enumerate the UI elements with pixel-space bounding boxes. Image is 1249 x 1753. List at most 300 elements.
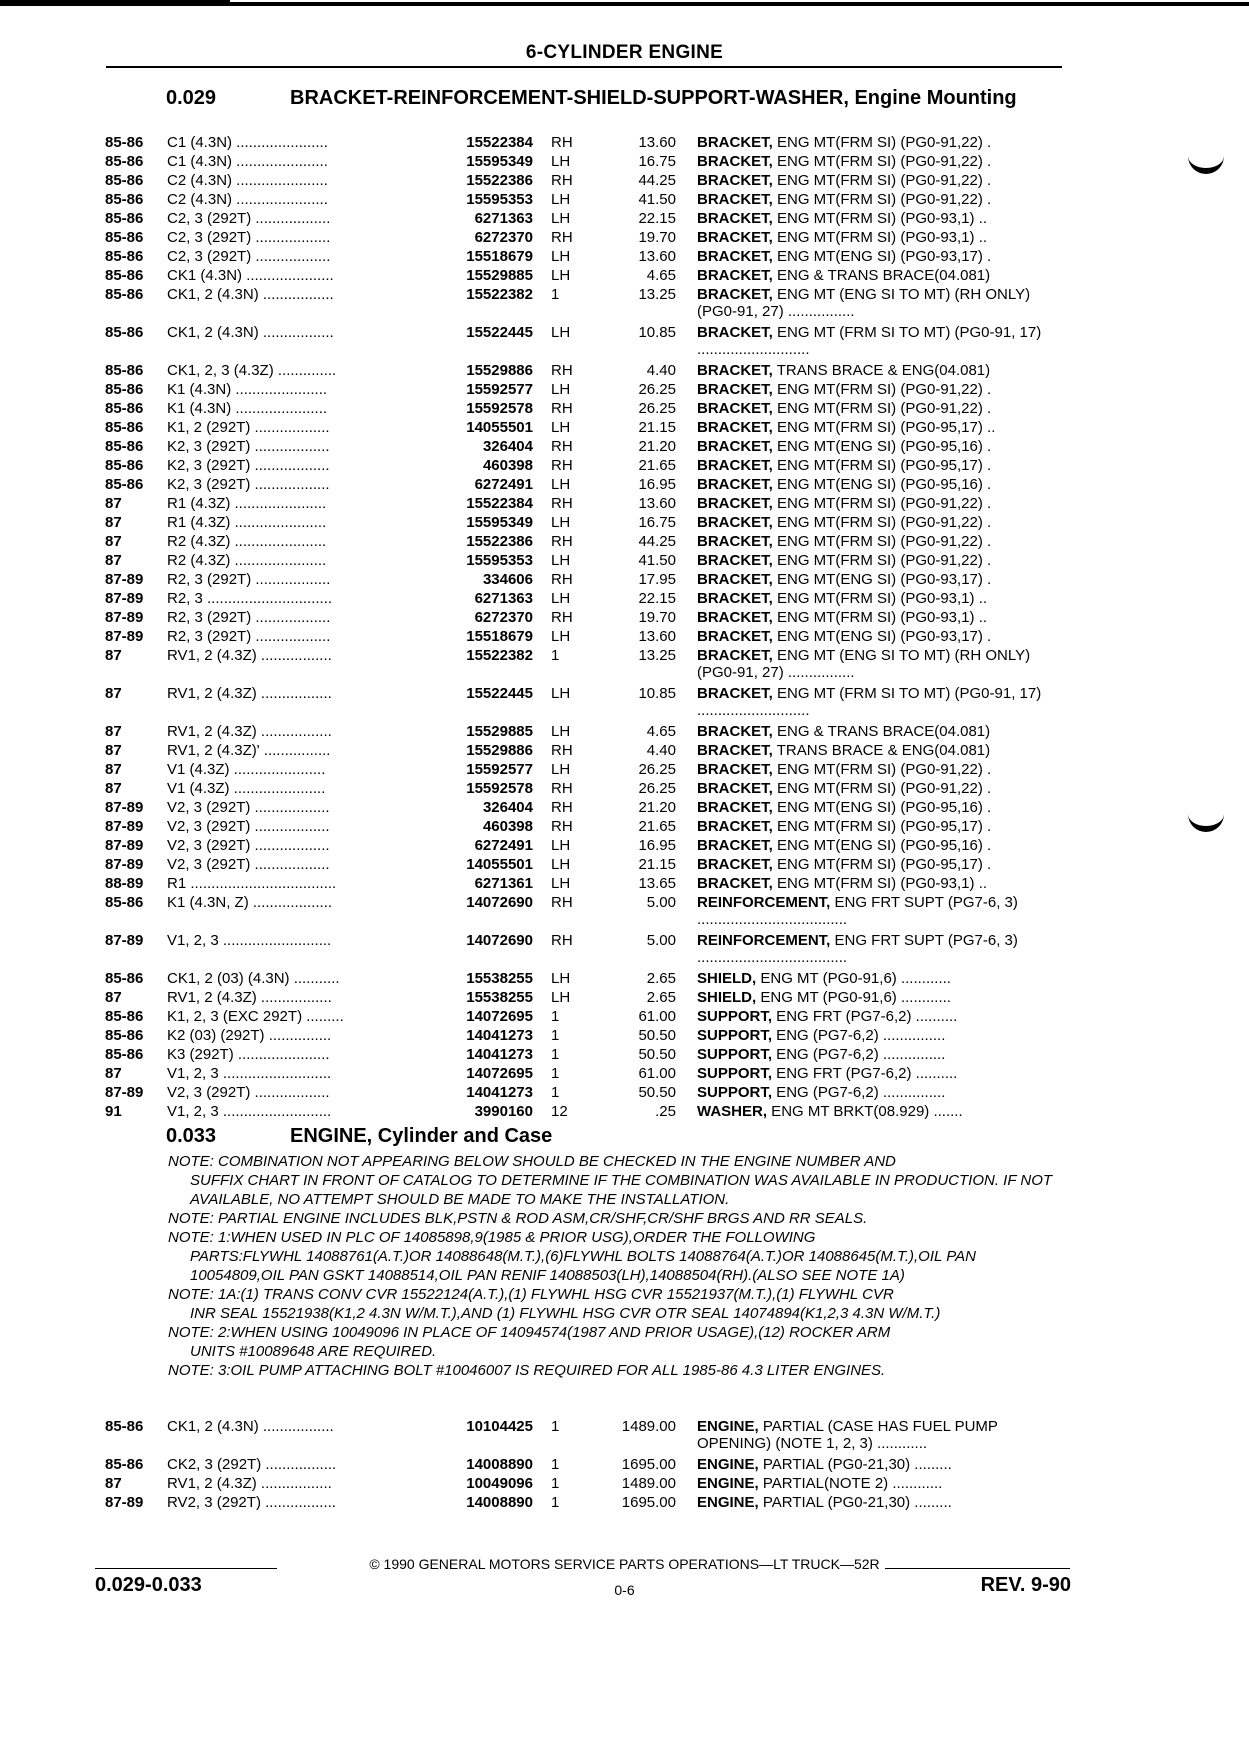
- part-number: 15522382: [466, 286, 533, 303]
- table-row: [105, 400, 1065, 419]
- table-row: [105, 647, 1065, 685]
- model-year: 85-86: [105, 267, 144, 284]
- list-price: 50.50: [638, 1027, 676, 1044]
- part-name: REINFORCEMENT,: [697, 894, 831, 911]
- part-name: ENGINE,: [697, 1494, 759, 1511]
- quantity-unit: RH: [551, 400, 573, 417]
- part-description: [697, 533, 1069, 550]
- quantity-unit: LH: [551, 476, 571, 493]
- list-price: 16.75: [638, 153, 676, 170]
- quantity-unit: RH: [551, 229, 573, 246]
- table-row: [105, 1103, 1065, 1122]
- page-title: 6-CYLINDER ENGINE: [525, 42, 724, 63]
- quantity-unit: RH: [551, 932, 573, 949]
- part-number: 14072690: [466, 932, 533, 949]
- part-detail: ENG MT(FRM SI) (PG0-93,1) ..: [772, 609, 988, 626]
- part-name: BRACKET,: [697, 495, 773, 512]
- part-name: SUPPORT,: [697, 1027, 773, 1044]
- table-row: [105, 1065, 1065, 1084]
- model-year: 85-86: [105, 476, 144, 493]
- model-year: 85-86: [105, 1008, 144, 1025]
- part-number: 6272491: [474, 476, 533, 493]
- part-detail: ENG (PG7-6,2) ...............: [772, 1084, 946, 1101]
- note: [168, 1323, 1068, 1361]
- list-price: 17.95: [638, 571, 676, 588]
- part-detail: ENG MT(ENG SI) (PG0-95,16) .: [772, 476, 992, 493]
- part-description: [697, 191, 1069, 208]
- part-name: BRACKET,: [697, 419, 773, 436]
- model-year: 87: [105, 533, 122, 550]
- quantity-unit: RH: [551, 457, 573, 474]
- part-description: [697, 837, 1069, 854]
- list-price: 41.50: [638, 191, 676, 208]
- quantity-unit: RH: [551, 894, 573, 911]
- list-price: 1489.00: [621, 1475, 676, 1492]
- part-detail: ENG MT(FRM SI) (PG0-95,17) .: [772, 457, 992, 474]
- part-description: [697, 742, 1069, 759]
- model-year: 87: [105, 723, 122, 740]
- part-description: [697, 438, 1069, 455]
- table-row: [105, 495, 1065, 514]
- footer-section-range: 0.029-0.033: [95, 1574, 202, 1596]
- part-name: BRACKET,: [697, 438, 773, 455]
- model-year: 87-89: [105, 1494, 144, 1511]
- table-row: [105, 457, 1065, 476]
- quantity-unit: 1: [551, 1084, 560, 1101]
- table-row: [105, 685, 1065, 723]
- model-year: 87: [105, 685, 122, 702]
- quantity-unit: 1: [551, 1027, 560, 1044]
- part-number: 15522445: [466, 685, 533, 702]
- part-number: 6271363: [474, 210, 533, 227]
- note-continuation: UNITS #10089648 ARE REQUIRED.: [190, 1343, 437, 1360]
- note-first-line: NOTE: 3:OIL PUMP ATTACHING BOLT #10046007 IS REQUIRED FOR ALL 1985-86 4.3 LITER ENGINES.: [168, 1362, 886, 1379]
- part-number: 334606: [482, 571, 533, 588]
- part-name: BRACKET,: [697, 590, 773, 607]
- part-detail: ENG (PG7-6,2) ...............: [772, 1027, 946, 1044]
- list-price: 4.65: [646, 723, 676, 740]
- list-price: 61.00: [638, 1065, 676, 1082]
- table-row: [105, 799, 1065, 818]
- part-detail: ENG MT (PG0-91,6) ............: [756, 989, 951, 1006]
- part-description: [697, 989, 1069, 1006]
- part-number: 14055501: [466, 419, 533, 436]
- note: [168, 1228, 1068, 1285]
- part-detail: ENG MT (FRM SI TO MT) (PG0-91, 17) ...........................: [697, 324, 1042, 358]
- model-code: K1, 2 (292T) ..................: [167, 419, 330, 436]
- part-number: 15538255: [466, 970, 533, 987]
- part-number: 14041273: [466, 1046, 533, 1063]
- model-code: K2 (03) (292T) ...............: [167, 1027, 332, 1044]
- model-year: 85-86: [105, 324, 144, 341]
- part-description: [697, 400, 1069, 417]
- table-row: [105, 153, 1065, 172]
- part-detail: ENG FRT (PG7-6,2) ..........: [772, 1065, 958, 1082]
- part-name: BRACKET,: [697, 685, 773, 702]
- quantity-unit: RH: [551, 134, 573, 151]
- table-row: [105, 856, 1065, 875]
- quantity-unit: LH: [551, 590, 571, 607]
- quantity-unit: LH: [551, 248, 571, 265]
- model-code: C2 (4.3N) ......................: [167, 191, 328, 208]
- part-description: [697, 229, 1069, 246]
- part-description: [697, 1418, 1069, 1452]
- quantity-unit: RH: [551, 742, 573, 759]
- footer-revision: REV. 9-90: [980, 1574, 1071, 1596]
- table-row: [105, 533, 1065, 552]
- list-price: 4.40: [646, 742, 676, 759]
- quantity-unit: RH: [551, 495, 573, 512]
- part-name: BRACKET,: [697, 400, 773, 417]
- model-year: 87: [105, 1065, 122, 1082]
- model-year: 85-86: [105, 438, 144, 455]
- part-detail: PARTIAL (PG0-21,30) .........: [758, 1456, 952, 1473]
- part-description: [697, 932, 1069, 966]
- note: [168, 1152, 1068, 1209]
- part-detail: ENG MT (ENG SI TO MT) (RH ONLY) (PG0-91, 27) ................: [697, 647, 1031, 681]
- part-number: 15595349: [466, 514, 533, 531]
- model-year: 87-89: [105, 590, 144, 607]
- part-description: [697, 590, 1069, 607]
- table-row: [105, 1046, 1065, 1065]
- model-year: 85-86: [105, 134, 144, 151]
- binder-hole-mark: [1188, 150, 1224, 174]
- note-continuation: PARTS:FLYWHL 14088761(A.T.)OR 14088648(M.T.),(6)FLYWHL BOLTS 14088764(A.T.)OR 14088645(M.T.),OIL PAN 10054809,OIL PAN GSKT 14088514,OIL PAN RENIF 14088503(LH),14088504(RH).(ALSO SEE NOTE 1A): [190, 1248, 976, 1284]
- model-code: R2 (4.3Z) ......................: [167, 533, 327, 550]
- quantity-unit: LH: [551, 875, 571, 892]
- part-detail: ENG MT(FRM SI) (PG0-91,22) .: [772, 780, 992, 797]
- table-row: [105, 362, 1065, 381]
- part-description: [697, 134, 1069, 151]
- table-row: [105, 780, 1065, 799]
- model-code: CK1 (4.3N) .....................: [167, 267, 334, 284]
- list-price: 13.25: [638, 286, 676, 303]
- part-description: [697, 1475, 1069, 1492]
- note: [168, 1209, 1068, 1228]
- part-name: BRACKET,: [697, 267, 773, 284]
- part-detail: ENG & TRANS BRACE(04.081): [772, 267, 991, 284]
- table-row: [105, 590, 1065, 609]
- list-price: 19.70: [638, 229, 676, 246]
- model-year: 87: [105, 495, 122, 512]
- table-row: [105, 267, 1065, 286]
- quantity-unit: LH: [551, 685, 571, 702]
- part-number: 6271363: [474, 590, 533, 607]
- part-detail: ENG MT(FRM SI) (PG0-91,22) .: [772, 552, 992, 569]
- quantity-unit: LH: [551, 153, 571, 170]
- list-price: 21.65: [638, 818, 676, 835]
- model-code: C2, 3 (292T) ..................: [167, 229, 331, 246]
- model-code: K2, 3 (292T) ..................: [167, 438, 330, 455]
- part-number: 15522382: [466, 647, 533, 664]
- list-price: 13.60: [638, 248, 676, 265]
- part-description: [697, 894, 1069, 928]
- part-name: BRACKET,: [697, 476, 773, 493]
- part-number: 15592578: [466, 400, 533, 417]
- part-name: BRACKET,: [697, 533, 773, 550]
- part-description: [697, 818, 1069, 835]
- part-detail: ENG MT(ENG SI) (PG0-95,16) .: [772, 837, 992, 854]
- table-row: [105, 172, 1065, 191]
- list-price: 1695.00: [621, 1494, 676, 1511]
- list-price: 19.70: [638, 609, 676, 626]
- part-detail: ENG MT (ENG SI TO MT) (RH ONLY) (PG0-91, 27) ................: [697, 286, 1031, 320]
- quantity-unit: RH: [551, 362, 573, 379]
- part-number: 15522384: [466, 134, 533, 151]
- quantity-unit: 1: [551, 1418, 560, 1435]
- note-first-line: NOTE: 1A:(1) TRANS CONV CVR 15522124(A.T.),(1) FLYWHL HSG CVR 15521937(M.T.),(1) FLYWHL CVR: [168, 1286, 894, 1303]
- model-year: 87: [105, 514, 122, 531]
- part-name: ENGINE,: [697, 1475, 759, 1492]
- model-year: 87: [105, 989, 122, 1006]
- section-number: 0.029: [166, 87, 217, 109]
- parts-table-brackets: [105, 134, 1065, 1122]
- part-description: [697, 514, 1069, 531]
- footer-copyright: © 1990 GENERAL MOTORS SERVICE PARTS OPERATIONS—LT TRUCK—52R: [369, 1556, 880, 1572]
- part-number: 10049096: [466, 1475, 533, 1492]
- model-code: CK1, 2, 3 (4.3Z) ..............: [167, 362, 337, 379]
- part-number: 15592577: [466, 761, 533, 778]
- part-description: [697, 286, 1069, 320]
- model-year: 85-86: [105, 1456, 144, 1473]
- part-detail: ENG MT(FRM SI) (PG0-91,22) .: [772, 153, 992, 170]
- model-year: 87: [105, 761, 122, 778]
- part-description: [697, 571, 1069, 588]
- model-code: K1 (4.3N) ......................: [167, 381, 328, 398]
- part-detail: ENG MT(FRM SI) (PG0-95,17) ..: [772, 419, 996, 436]
- section-number: 0.033: [166, 1125, 217, 1147]
- parts-table-engine: [105, 1418, 1065, 1513]
- list-price: 13.60: [638, 495, 676, 512]
- part-detail: ENG MT(FRM SI) (PG0-91,22) .: [772, 191, 992, 208]
- table-row: [105, 229, 1065, 248]
- part-number: 14041273: [466, 1027, 533, 1044]
- part-description: [697, 685, 1069, 719]
- footer-page-number: 0-6: [614, 1582, 635, 1598]
- list-price: 50.50: [638, 1046, 676, 1063]
- list-price: 21.20: [638, 799, 676, 816]
- part-name: ENGINE,: [697, 1418, 759, 1435]
- table-row: [105, 818, 1065, 837]
- note-first-line: NOTE: 2:WHEN USING 10049096 IN PLACE OF 14094574(1987 AND PRIOR USAGE),(12) ROCKER ARM: [168, 1324, 891, 1341]
- quantity-unit: 1: [551, 1475, 560, 1492]
- table-row: [105, 191, 1065, 210]
- scan-top-rule: [0, 2, 1249, 6]
- part-detail: ENG MT(FRM SI) (PG0-91,22) .: [772, 134, 992, 151]
- note: [168, 1361, 1068, 1380]
- table-row: [105, 837, 1065, 856]
- model-year: 85-86: [105, 191, 144, 208]
- model-code: RV1, 2 (4.3Z) .................: [167, 723, 332, 740]
- model-year: 85-86: [105, 457, 144, 474]
- part-name: BRACKET,: [697, 742, 773, 759]
- table-row: [105, 210, 1065, 229]
- part-detail: ENG MT(FRM SI) (PG0-93,1) ..: [772, 875, 988, 892]
- model-code: R1 (4.3Z) ......................: [167, 495, 327, 512]
- model-year: 85-86: [105, 248, 144, 265]
- model-year: 91: [105, 1103, 122, 1120]
- note-first-line: NOTE: 1:WHEN USED IN PLC OF 14085898,9(1985 & PRIOR USG),ORDER THE FOLLOWING: [168, 1229, 816, 1246]
- list-price: 2.65: [646, 970, 676, 987]
- model-year: 85-86: [105, 400, 144, 417]
- part-detail: ENG MT(FRM SI) (PG0-91,22) .: [772, 172, 992, 189]
- part-number: 15592578: [466, 780, 533, 797]
- part-number: 14072695: [466, 1065, 533, 1082]
- part-name: SHIELD,: [697, 970, 757, 987]
- quantity-unit: RH: [551, 818, 573, 835]
- quantity-unit: LH: [551, 723, 571, 740]
- part-name: BRACKET,: [697, 609, 773, 626]
- model-code: R2, 3 (292T) ..................: [167, 609, 331, 626]
- part-detail: PARTIAL (PG0-21,30) .........: [758, 1494, 952, 1511]
- quantity-unit: LH: [551, 552, 571, 569]
- part-detail: ENG MT(FRM SI) (PG0-91,22) .: [772, 761, 992, 778]
- list-price: 16.95: [638, 837, 676, 854]
- note-continuation: SUFFIX CHART IN FRONT OF CATALOG TO DETERMINE IF THE COMBINATION WAS AVAILABLE IN PRODUCTION. IF NOT AVAILABLE, NO ATTEMPT SHOULD BE MADE TO MAKE THE INSTALLATION.: [190, 1172, 1053, 1208]
- list-price: 10.85: [638, 324, 676, 341]
- model-code: C2, 3 (292T) ..................: [167, 210, 331, 227]
- model-code: R1 (4.3Z) ......................: [167, 514, 327, 531]
- part-name: BRACKET,: [697, 514, 773, 531]
- part-detail: ENG MT(ENG SI) (PG0-95,16) .: [772, 799, 992, 816]
- part-description: [697, 457, 1069, 474]
- quantity-unit: 12: [551, 1103, 568, 1120]
- part-number: 15529886: [466, 742, 533, 759]
- part-name: SHIELD,: [697, 989, 757, 1006]
- part-number: 14072695: [466, 1008, 533, 1025]
- model-code: RV1, 2 (4.3Z) .................: [167, 989, 332, 1006]
- model-code: K2, 3 (292T) ..................: [167, 476, 330, 493]
- part-description: [697, 1494, 1069, 1511]
- part-number: 15518679: [466, 628, 533, 645]
- part-description: [697, 362, 1069, 379]
- part-description: [697, 153, 1069, 170]
- list-price: 13.60: [638, 628, 676, 645]
- table-row: [105, 1494, 1065, 1513]
- model-year: 87: [105, 552, 122, 569]
- part-description: [697, 1008, 1069, 1025]
- quantity-unit: LH: [551, 514, 571, 531]
- title-rule: [106, 66, 1062, 68]
- model-year: 85-86: [105, 153, 144, 170]
- part-name: BRACKET,: [697, 248, 773, 265]
- table-row: [105, 875, 1065, 894]
- quantity-unit: 1: [551, 1494, 560, 1511]
- part-detail: ENG MT(FRM SI) (PG0-91,22) .: [772, 533, 992, 550]
- list-price: 50.50: [638, 1084, 676, 1101]
- table-row: [105, 134, 1065, 153]
- model-code: V1, 2, 3 ..........................: [167, 1065, 332, 1082]
- model-code: R1 ...................................: [167, 875, 337, 892]
- quantity-unit: LH: [551, 210, 571, 227]
- part-description: [697, 381, 1069, 398]
- list-price: 1695.00: [621, 1456, 676, 1473]
- part-number: 15529885: [466, 723, 533, 740]
- part-detail: PARTIAL (CASE HAS FUEL PUMP OPENING) (NOTE 1, 2, 3) ............: [697, 1418, 998, 1452]
- part-description: [697, 628, 1069, 645]
- part-description: [697, 1103, 1069, 1120]
- model-year: 87-89: [105, 856, 144, 873]
- model-code: V1, 2, 3 ..........................: [167, 932, 332, 949]
- part-description: [697, 248, 1069, 265]
- table-row: [105, 723, 1065, 742]
- model-year: 87-89: [105, 571, 144, 588]
- part-detail: ENG (PG7-6,2) ...............: [772, 1046, 946, 1063]
- part-number: 6271361: [474, 875, 533, 892]
- list-price: 16.95: [638, 476, 676, 493]
- list-price: 21.15: [638, 419, 676, 436]
- part-name: BRACKET,: [697, 172, 773, 189]
- part-description: [697, 495, 1069, 512]
- model-year: 85-86: [105, 419, 144, 436]
- part-description: [697, 647, 1069, 681]
- table-row: [105, 1475, 1065, 1494]
- part-detail: ENG MT(FRM SI) (PG0-91,22) .: [772, 400, 992, 417]
- table-row: [105, 381, 1065, 400]
- model-code: K1, 2, 3 (EXC 292T) .........: [167, 1008, 344, 1025]
- part-detail: ENG MT(FRM SI) (PG0-95,17) .: [772, 818, 992, 835]
- quantity-unit: LH: [551, 856, 571, 873]
- part-name: BRACKET,: [697, 134, 773, 151]
- model-code: CK1, 2 (4.3N) .................: [167, 286, 334, 303]
- note: [168, 1285, 1068, 1323]
- model-code: K2, 3 (292T) ..................: [167, 457, 330, 474]
- quantity-unit: LH: [551, 419, 571, 436]
- part-name: BRACKET,: [697, 153, 773, 170]
- part-number: 6272370: [474, 229, 533, 246]
- model-year: 85-86: [105, 1418, 144, 1435]
- table-row: [105, 989, 1065, 1008]
- table-row: [105, 324, 1065, 362]
- model-year: 85-86: [105, 362, 144, 379]
- model-year: 85-86: [105, 1046, 144, 1063]
- quantity-unit: RH: [551, 533, 573, 550]
- part-description: [697, 723, 1069, 740]
- list-price: 10.85: [638, 685, 676, 702]
- note-first-line: NOTE: PARTIAL ENGINE INCLUDES BLK,PSTN & ROD ASM,CR/SHF,CR/SHF BRGS AND RR SEALS.: [168, 1210, 868, 1227]
- part-detail: ENG MT(FRM SI) (PG0-91,22) .: [772, 381, 992, 398]
- binder-hole-mark: [1188, 808, 1224, 832]
- part-detail: ENG MT BRKT(08.929) .......: [767, 1103, 963, 1120]
- list-price: 13.65: [638, 875, 676, 892]
- part-description: [697, 419, 1069, 436]
- part-detail: ENG MT(FRM SI) (PG0-93,1) ..: [772, 229, 988, 246]
- part-detail: ENG MT (FRM SI TO MT) (PG0-91, 17) ...........................: [697, 685, 1042, 719]
- quantity-unit: LH: [551, 267, 571, 284]
- part-number: 15529886: [466, 362, 533, 379]
- part-name: BRACKET,: [697, 286, 773, 303]
- model-code: RV1, 2 (4.3Z) .................: [167, 647, 332, 664]
- section-title: BRACKET-REINFORCEMENT-SHIELD-SUPPORT-WASHER, Engine Mounting: [290, 87, 1017, 109]
- part-name: BRACKET,: [697, 780, 773, 797]
- list-price: 4.40: [646, 362, 676, 379]
- part-detail: ENG MT(FRM SI) (PG0-95,17) .: [772, 856, 992, 873]
- model-year: 87-89: [105, 818, 144, 835]
- part-name: SUPPORT,: [697, 1008, 773, 1025]
- model-code: V2, 3 (292T) ..................: [167, 818, 330, 835]
- part-number: 14072690: [466, 894, 533, 911]
- quantity-unit: LH: [551, 191, 571, 208]
- part-description: [697, 552, 1069, 569]
- model-code: K1 (4.3N) ......................: [167, 400, 328, 417]
- table-row: [105, 1027, 1065, 1046]
- model-year: 85-86: [105, 286, 144, 303]
- list-price: 26.25: [638, 761, 676, 778]
- part-number: 15529885: [466, 267, 533, 284]
- table-row: [105, 419, 1065, 438]
- model-code: R2, 3 ..............................: [167, 590, 333, 607]
- part-description: [697, 970, 1069, 987]
